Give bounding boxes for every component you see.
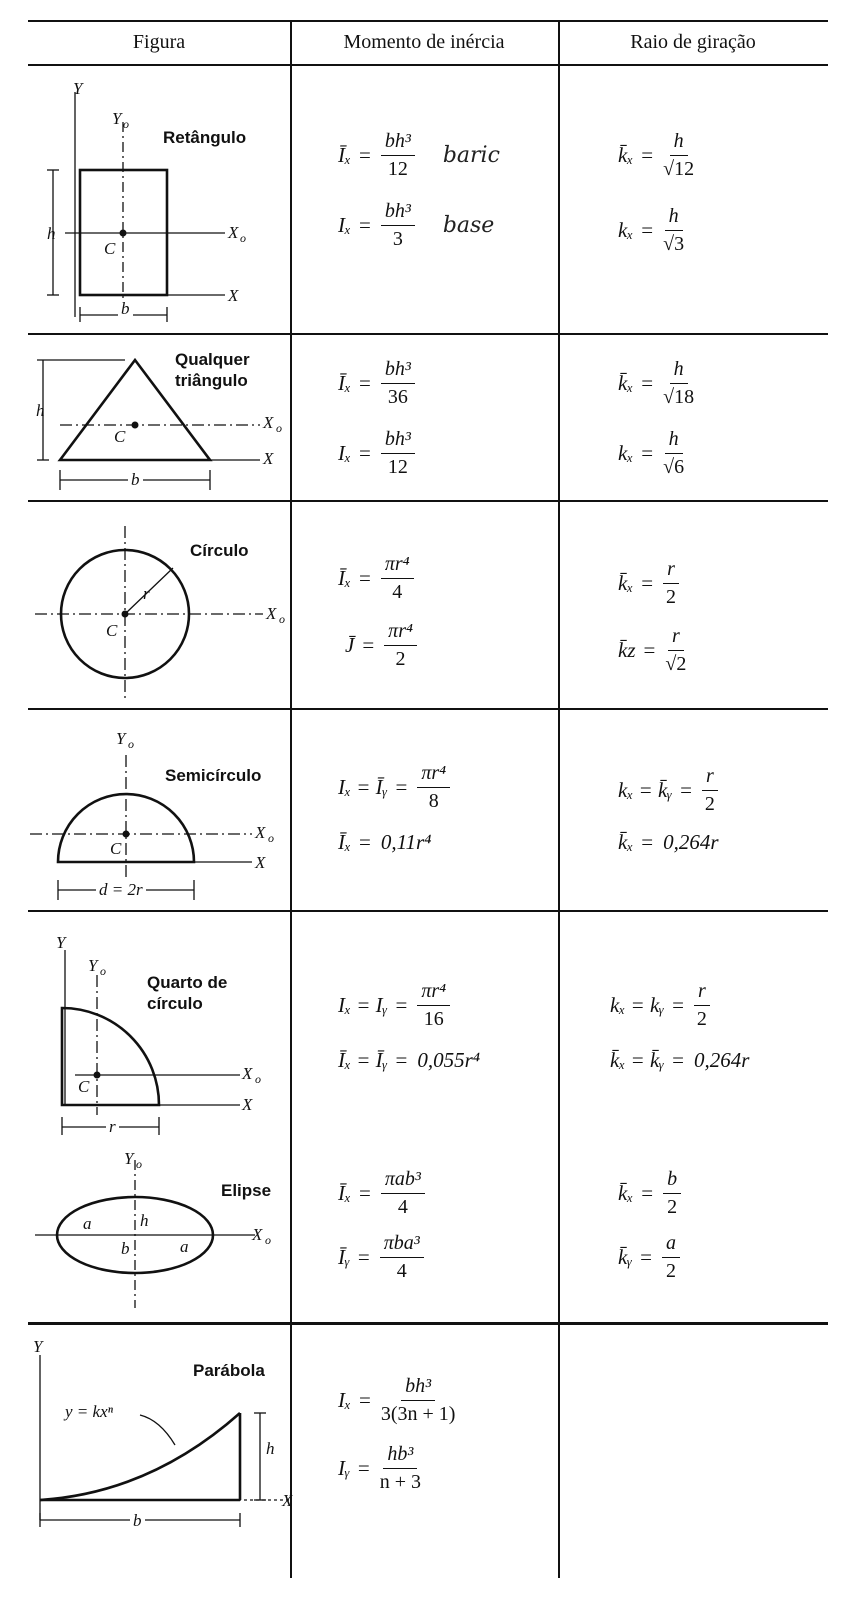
formula-value: 0,055r⁴ xyxy=(417,1048,481,1072)
curve-equation: y = kxⁿ xyxy=(65,1402,113,1421)
rectangle-figure xyxy=(35,79,285,322)
formula-numerator: πba³ xyxy=(380,1232,424,1258)
axis-label: X xyxy=(282,1491,293,1510)
formula-numerator: r xyxy=(663,558,679,584)
formula-lhs: Iᵧ xyxy=(338,1456,350,1480)
formula-value: 0,264r xyxy=(693,1048,750,1072)
figure-name: Quarto de círculo xyxy=(147,973,228,1014)
formula-lhs: Īₓ xyxy=(338,830,351,854)
formula-lhs: k̄ᵧ xyxy=(618,1245,633,1269)
axis-label: Y xyxy=(112,109,122,128)
axis-label: X xyxy=(263,413,274,432)
dimension-label: r xyxy=(106,1118,119,1135)
axis-label: X xyxy=(252,1225,263,1244)
moment-formula: Iₓ = $\frac{\text{bh³}}{3(3n + 1)}$ xyxy=(338,1375,456,1425)
formula-lhs: Īₓ xyxy=(338,566,351,590)
formula-numerator: h xyxy=(670,130,688,156)
axis-label: X xyxy=(255,853,266,872)
formula-lhs: Īₓ xyxy=(338,1181,351,1205)
formula-denominator: 4 xyxy=(396,1260,407,1282)
formula-lhs: Īₓ xyxy=(338,143,351,167)
formula-value: 0,264r xyxy=(663,830,719,854)
formula-denominator: 2 xyxy=(696,1008,707,1030)
dimension-label: h xyxy=(266,1439,275,1458)
figure-name: Semicírculo xyxy=(165,766,262,785)
formula-numerator: πr⁴ xyxy=(417,980,450,1006)
handwritten-note: base xyxy=(442,213,495,238)
moment-formula: Īₓ = $\frac{\text{πr⁴}}{4}$ xyxy=(338,553,414,604)
formula-numerator: bh³ xyxy=(381,358,415,384)
formula-denominator: 4 xyxy=(397,1196,408,1218)
moment-formula: Īₓ = $\frac{\text{bh³}}{12}$ baric xyxy=(338,130,500,180)
formula-numerator: h xyxy=(665,205,683,231)
formula-lhs: Iₓ = Iᵧ xyxy=(338,993,388,1017)
radius-formula: kₓ = $\frac{h}{√3}$ xyxy=(618,205,685,255)
radius-formula: k̄ₓ = 0,264r xyxy=(618,830,719,854)
formula-lhs: Īᵧ xyxy=(338,1245,350,1269)
figure-name: Qualquer triângulo xyxy=(175,350,250,391)
moment-formula: Iₓ = Iᵧ = $\frac{\text{πr⁴}}{16}$ xyxy=(338,980,450,1031)
formula-lhs: k̄ₓ xyxy=(618,1181,634,1205)
radius-formula: k̄ᵧ = $\frac{a}{2}$ xyxy=(618,1232,680,1283)
radius-formula: k̄ₓ = k̄ᵧ = 0,264r xyxy=(610,1048,750,1072)
axis-label: X xyxy=(242,1095,253,1114)
moment-formula: J̄ = $\frac{\text{πr⁴}}{2}$ xyxy=(345,620,417,671)
header-figure: Figura xyxy=(132,31,186,53)
moment-formula: Īₓ = $\frac{\text{bh³}}{36}$ xyxy=(338,358,415,409)
dimension-label: b xyxy=(128,471,143,488)
moment-formula: Īᵧ = $\frac{\text{πba³}}{4}$ xyxy=(338,1232,424,1283)
radius-formula: kₓ = k̄ᵧ = $\frac{r}{2}$ xyxy=(618,765,718,816)
radius-formula: k̄ₓ = $\frac{b}{2}$ xyxy=(618,1168,681,1219)
moment-formula: Iₓ = Īᵧ = $\frac{\text{πr⁴}}{8}$ xyxy=(338,762,450,813)
formula-lhs: k̄ₓ = k̄ᵧ xyxy=(610,1048,665,1072)
formula-lhs: kₓ = k̄ᵧ xyxy=(618,778,673,802)
axis-subscript: o xyxy=(265,1233,271,1247)
axis-subscript: o xyxy=(136,1157,142,1171)
column-rule xyxy=(290,20,292,1578)
formula-lhs: k̄ₓ xyxy=(618,571,634,595)
formula-lhs: k̄ₓ xyxy=(618,830,634,854)
formula-denominator: 3 xyxy=(392,228,403,250)
moment-formula: Iₓ = $\frac{\text{bh³}}{3}$ base xyxy=(338,200,495,250)
dimension-label: h xyxy=(140,1211,149,1230)
row-rule xyxy=(28,333,828,335)
axis-subscript: o xyxy=(128,737,134,751)
formula-numerator: a xyxy=(662,1232,680,1258)
formula-numerator: πr⁴ xyxy=(384,620,417,646)
formula-denominator: 2 xyxy=(666,1260,677,1282)
formula-lhs: Iₓ = Īᵧ xyxy=(338,775,388,799)
radius-formula: k̄z = $\frac{r}{√2}$ xyxy=(618,625,687,675)
centroid-label: C xyxy=(114,427,126,446)
moment-formula: Iₓ = $\frac{\text{bh³}}{12}$ xyxy=(338,428,415,479)
axis-subscript: o xyxy=(279,612,285,626)
axis-subscript: o xyxy=(255,1072,261,1086)
formula-denominator: √12 xyxy=(663,158,695,180)
formula-lhs: kₓ xyxy=(618,218,634,242)
row-rule xyxy=(28,500,828,502)
axis-label: X xyxy=(242,1064,253,1083)
formula-numerator: hb³ xyxy=(383,1443,417,1469)
ellipse-figure xyxy=(35,1150,285,1310)
formula-numerator: πr⁴ xyxy=(381,553,414,579)
axis-label: X xyxy=(263,449,274,468)
formula-numerator: r xyxy=(702,765,718,791)
row-rule xyxy=(28,1322,828,1325)
formula-denominator: 2 xyxy=(395,648,406,670)
formula-lhs: Iₓ xyxy=(338,1388,351,1412)
dimension-label: r xyxy=(143,584,150,603)
radius-formula: k̄ₓ = $\frac{r}{2}$ xyxy=(618,558,679,609)
radius-formula: kₓ = kᵧ = $\frac{r}{2}$ xyxy=(610,980,710,1031)
formula-numerator: bh³ xyxy=(381,130,415,156)
formula-numerator: h xyxy=(665,428,683,454)
axis-subscript: o xyxy=(268,831,274,845)
formula-denominator: n + 3 xyxy=(379,1471,421,1493)
moment-formula: Īₓ = 0,11r⁴ xyxy=(338,830,432,854)
moment-formula: Īₓ = Īᵧ = 0,055r⁴ xyxy=(338,1048,481,1072)
formula-lhs: k̄z xyxy=(618,638,636,662)
centroid-label: C xyxy=(106,621,118,640)
formula-denominator: 36 xyxy=(387,386,408,408)
formula-lhs: kₓ = kᵧ xyxy=(610,993,665,1017)
formula-denominator: √3 xyxy=(663,233,685,255)
formula-denominator: 2 xyxy=(666,586,677,608)
axis-subscript: o xyxy=(100,964,106,978)
moment-formula: Īₓ = $\frac{\text{πab³}}{4}$ xyxy=(338,1168,425,1219)
formula-denominator: 2 xyxy=(667,1196,678,1218)
formula-denominator: 2 xyxy=(704,793,715,815)
formula-denominator: √2 xyxy=(665,653,687,675)
axis-label: X xyxy=(255,823,266,842)
formula-numerator: b xyxy=(663,1168,681,1194)
axis-label: Y xyxy=(116,729,126,748)
formula-denominator: √18 xyxy=(663,386,695,408)
formula-numerator: πab³ xyxy=(381,1168,425,1194)
formula-lhs: k̄ₓ xyxy=(618,143,634,167)
formula-denominator: 16 xyxy=(423,1008,444,1030)
formula-denominator: 3(3n + 1) xyxy=(380,1403,456,1425)
dimension-label: b xyxy=(118,300,133,317)
figure-name: Elipse xyxy=(221,1181,272,1200)
header-rule xyxy=(28,64,828,66)
dimension-label: h xyxy=(36,401,45,420)
formula-lhs: Īₓ xyxy=(338,371,351,395)
formula-lhs: Iₓ xyxy=(338,213,351,237)
axis-label: Y xyxy=(73,79,83,98)
dimension-label: b xyxy=(130,1512,145,1529)
formula-lhs: Īₓ = Īᵧ xyxy=(338,1048,388,1072)
centroid-label: C xyxy=(104,239,116,258)
header-radius: Raio de giração xyxy=(630,31,756,53)
formula-numerator: h xyxy=(670,358,688,384)
figure-name: Retângulo xyxy=(163,128,247,147)
radius-formula: k̄ₓ = $\frac{h}{√18}$ xyxy=(618,358,695,408)
formula-numerator: bh³ xyxy=(381,200,415,226)
formula-denominator: 4 xyxy=(392,581,403,603)
dimension-label: b xyxy=(121,1239,130,1258)
formula-denominator: √6 xyxy=(663,456,685,478)
axis-subscript: o xyxy=(240,231,246,245)
axis-label: X xyxy=(228,223,239,242)
formula-denominator: 8 xyxy=(428,790,439,812)
dimension-label: d = 2r xyxy=(96,881,146,898)
formula-value: 0,11r⁴ xyxy=(380,830,432,854)
figure-name: Círculo xyxy=(190,541,249,560)
centroid-label: C xyxy=(110,839,122,858)
formula-denominator: 12 xyxy=(387,158,408,180)
handwritten-note: baric xyxy=(442,143,500,168)
moment-formula: Iᵧ = $\frac{\text{hb³}}{n + 3}$ xyxy=(338,1443,421,1493)
dimension-label: a xyxy=(180,1237,189,1256)
dimension-label: a xyxy=(83,1214,92,1233)
row-rule xyxy=(28,708,828,710)
formula-lhs: Iₓ xyxy=(338,441,351,465)
row-rule xyxy=(28,910,828,912)
header-moment: Momento de inércia xyxy=(343,31,505,53)
radius-formula: kₓ = $\frac{h}{√6}$ xyxy=(618,428,685,478)
axis-label: Y xyxy=(88,956,98,975)
axis-subscript: o xyxy=(123,117,129,131)
axis-label: Y xyxy=(124,1149,134,1168)
formula-numerator: πr⁴ xyxy=(417,762,450,788)
axis-subscript: o xyxy=(276,421,282,435)
formula-denominator: 12 xyxy=(387,456,408,478)
formula-numerator: r xyxy=(694,980,710,1006)
formula-lhs: k̄ₓ xyxy=(618,371,634,395)
column-rule xyxy=(558,20,560,1578)
centroid-label: C xyxy=(78,1077,90,1096)
axis-label: Y xyxy=(56,933,66,952)
axis-label: X xyxy=(266,604,277,623)
formula-numerator: r xyxy=(668,625,684,651)
formula-lhs: J̄ xyxy=(345,633,355,657)
figure-name: Parábola xyxy=(193,1361,265,1380)
radius-formula: k̄ₓ = $\frac{h}{√12}$ xyxy=(618,130,695,180)
axis-label: X xyxy=(228,286,239,305)
formula-numerator: bh³ xyxy=(381,428,415,454)
formula-numerator: bh³ xyxy=(401,1375,435,1401)
axis-label: Y xyxy=(33,1337,43,1356)
formula-lhs: kₓ xyxy=(618,441,634,465)
dimension-label: h xyxy=(47,224,56,243)
